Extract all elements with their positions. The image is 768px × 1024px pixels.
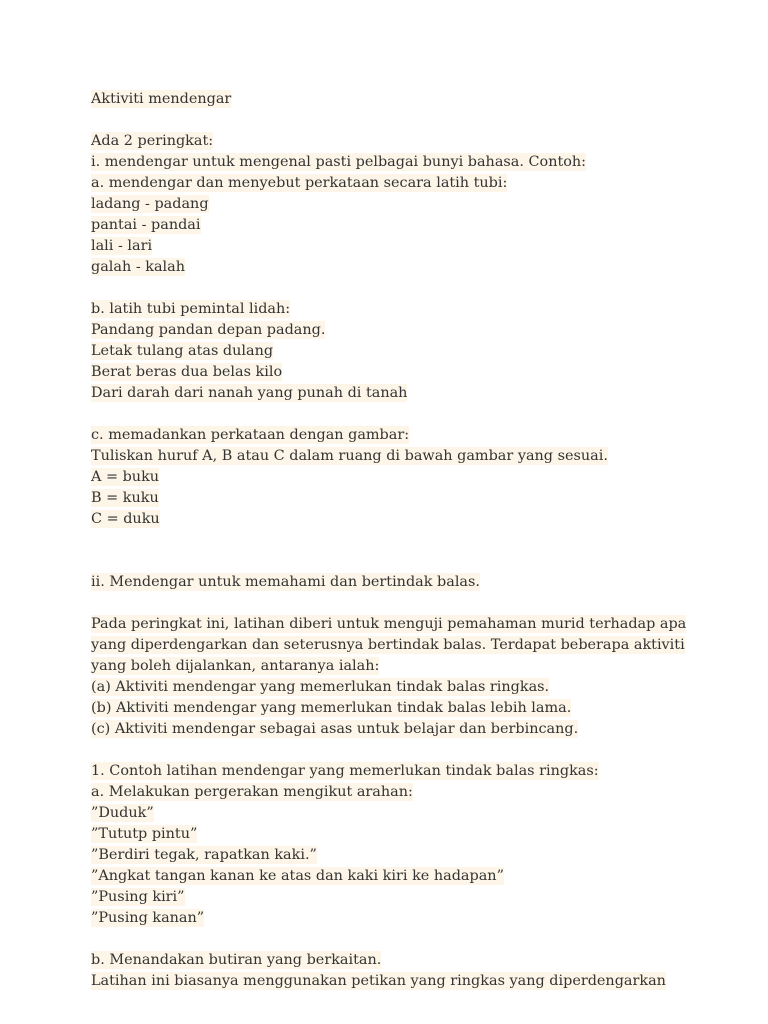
- text-line: [91, 467, 731, 488]
- text-line: [91, 299, 731, 320]
- text-line: [91, 698, 731, 719]
- subsection-heading: a. mendengar dan menyebut perkataan secara latih tubi:: [91, 175, 508, 191]
- text-line: [91, 887, 731, 908]
- text-line: [91, 152, 731, 173]
- list-item: Dari darah dari nanah yang punah di tanah: [91, 385, 408, 401]
- text-line: [91, 866, 731, 887]
- text-line: [91, 488, 731, 509]
- text-line: [91, 236, 731, 257]
- list-item: ”Tututp pintu”: [91, 826, 198, 842]
- paragraph-line: yang diperdengarkan dan seterusnya bertindak balas. Terdapat beberapa aktiviti: [91, 637, 685, 653]
- level-heading: i. mendengar untuk mengenal pasti pelbagai bunyi bahasa. Contoh:: [91, 154, 587, 170]
- list-item: Letak tulang atas dulang: [91, 343, 274, 359]
- document-page: [91, 89, 731, 992]
- text-line: [91, 845, 731, 866]
- subsection-heading: b. latih tubi pemintal lidah:: [91, 301, 291, 317]
- text-line: [91, 446, 731, 467]
- document-title: Aktiviti mendengar: [91, 91, 232, 107]
- text-line: [91, 320, 731, 341]
- text-line: [91, 509, 731, 530]
- subsection-heading: c. memadankan perkataan dengan gambar:: [91, 427, 410, 443]
- list-item: Berat beras dua belas kilo: [91, 364, 283, 380]
- section-heading: ii. Mendengar untuk memahami dan bertindak balas.: [91, 574, 480, 590]
- text-line: [91, 719, 731, 740]
- text-line: [91, 824, 731, 845]
- text-line: [91, 194, 731, 215]
- spacer: [91, 740, 731, 761]
- list-item: ”Berdiri tegak, rapatkan kaki.”: [91, 847, 317, 863]
- text-line: [91, 656, 731, 677]
- list-item: lali - lari: [91, 238, 153, 254]
- spacer: [91, 593, 731, 614]
- list-item: B = kuku: [91, 490, 159, 506]
- text-line: [91, 425, 731, 446]
- paragraph-line: (b) Aktiviti mendengar yang memerlukan tindak balas lebih lama.: [91, 700, 572, 716]
- text-line: [91, 782, 731, 803]
- paragraph-line: (c) Aktiviti mendengar sebagai asas untuk belajar dan berbincang.: [91, 721, 579, 737]
- text-line: [91, 341, 731, 362]
- text-line: [91, 215, 731, 236]
- text-line: [91, 803, 731, 824]
- text-line: [91, 257, 731, 278]
- section-heading: Ada 2 peringkat:: [91, 133, 214, 149]
- subsection-heading: 1. Contoh latihan mendengar yang memerlukan tindak balas ringkas:: [91, 763, 599, 779]
- text-line: [91, 173, 731, 194]
- paragraph-line: Pada peringkat ini, latihan diberi untuk menguji pemahaman murid terhadap apa: [91, 616, 687, 632]
- text-line: [91, 908, 731, 929]
- text-line: [91, 971, 731, 992]
- text-line: [91, 362, 731, 383]
- paragraph-line: (a) Aktiviti mendengar yang memerlukan tindak balas ringkas.: [91, 679, 550, 695]
- spacer: [91, 404, 731, 425]
- list-item: ”Angkat tangan kanan ke atas dan kaki kiri ke hadapan”: [91, 868, 504, 884]
- text-line: [91, 383, 731, 404]
- text-line: [91, 131, 731, 152]
- subsection-heading: a. Melakukan pergerakan mengikut arahan:: [91, 784, 413, 800]
- list-item: Tuliskan huruf A, B atau C dalam ruang di bawah gambar yang sesuai.: [91, 448, 608, 464]
- document-title-line: [91, 89, 731, 110]
- list-item: C = duku: [91, 511, 160, 527]
- list-item: ”Pusing kiri”: [91, 889, 185, 905]
- list-item: pantai - pandai: [91, 217, 201, 233]
- spacer: [91, 530, 731, 572]
- spacer: [91, 929, 731, 950]
- spacer: [91, 278, 731, 299]
- list-item: galah - kalah: [91, 259, 186, 275]
- list-item: ladang - padang: [91, 196, 209, 212]
- paragraph-line: Latihan ini biasanya menggunakan petikan yang ringkas yang diperdengarkan: [91, 973, 666, 989]
- list-item: ”Pusing kanan”: [91, 910, 205, 926]
- subsection-heading: b. Menandakan butiran yang berkaitan.: [91, 952, 382, 968]
- text-line: [91, 572, 731, 593]
- list-item: A = buku: [91, 469, 160, 485]
- text-line: [91, 677, 731, 698]
- text-line: [91, 950, 731, 971]
- list-item: ”Duduk”: [91, 805, 154, 821]
- spacer: [91, 110, 731, 131]
- text-line: [91, 614, 731, 635]
- paragraph-line: yang boleh dijalankan, antaranya ialah:: [91, 658, 380, 674]
- text-line: [91, 761, 731, 782]
- text-line: [91, 635, 731, 656]
- list-item: Pandang pandan depan padang.: [91, 322, 326, 338]
